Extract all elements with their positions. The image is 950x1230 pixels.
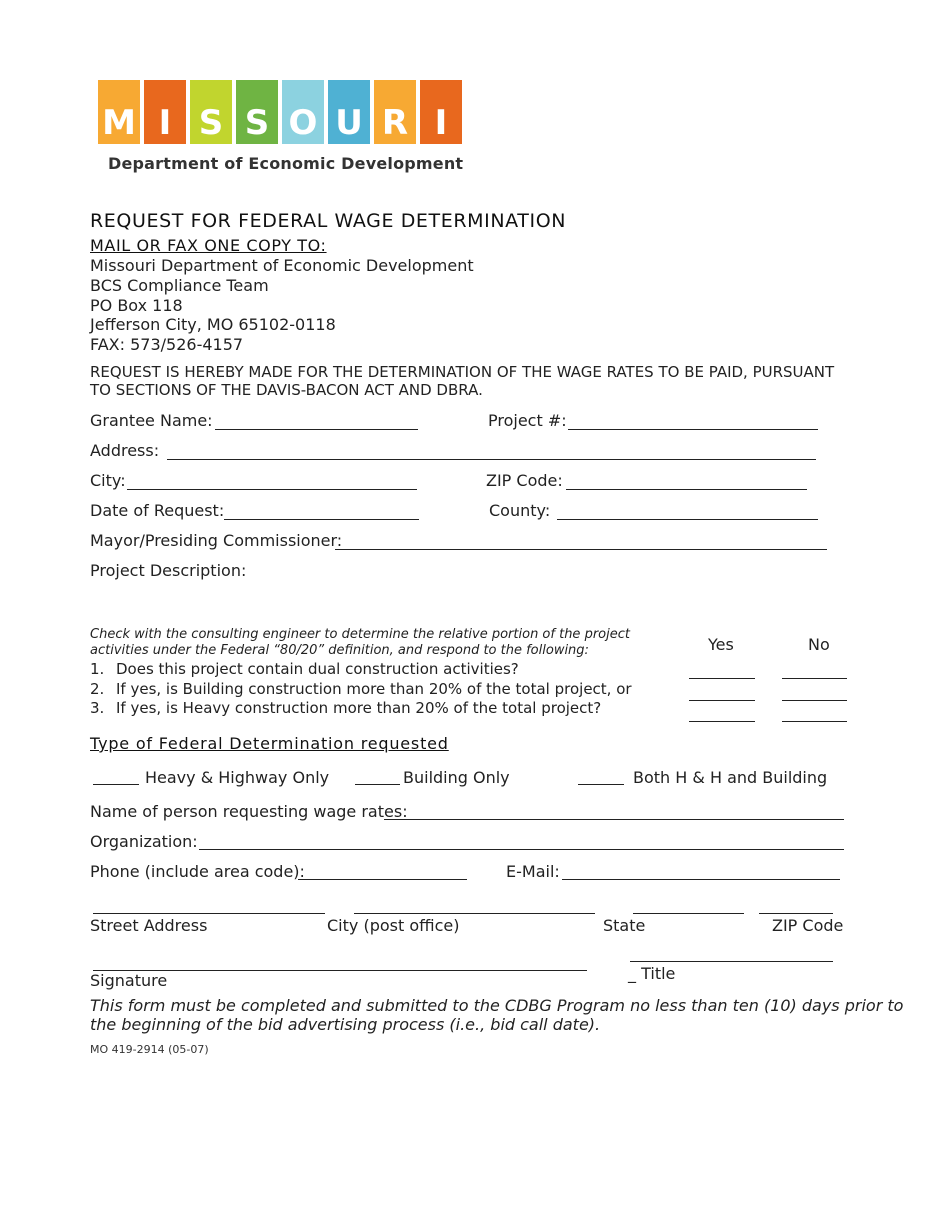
form-number: MO 419-2914 (05-07) [90,1043,209,1056]
phone-input[interactable] [298,879,467,880]
address-line-3: PO Box 118 [90,296,183,315]
state-label: State [603,916,646,935]
check-note-line-1: Check with the consulting engineer to determine the relative portion of the project [90,627,630,642]
heavy-highway-checkline[interactable] [93,784,139,785]
footer-note-line-2: the beginning of the bid advertising process (i.e., bid call date). [90,1015,601,1034]
county-label: County: [489,501,551,520]
question-2-text: If yes, is Building construction more than 20% of the total project, or [116,680,632,698]
question-1-text: Does this project contain dual construction activities? [116,660,519,678]
grantee-name-label: Grantee Name: [90,411,213,430]
logo-tile-5: O [282,80,324,144]
date-of-request-input[interactable] [224,519,419,520]
requester-name-input[interactable] [384,819,844,820]
request-statement-line-1: REQUEST IS HEREBY MADE FOR THE DETERMINATION OF THE WAGE RATES TO BE PAID, PURSUANT [90,363,835,381]
organization-label: Organization: [90,832,198,851]
zip-code-bottom-input[interactable] [759,913,833,914]
mail-heading: MAIL OR FAX ONE COPY TO: [90,236,327,255]
county-input[interactable] [557,519,818,520]
no-column-label: No [808,635,830,654]
heavy-highway-option: Heavy & Highway Only [145,768,330,787]
address-line-5: FAX: 573/526-4157 [90,335,244,354]
organization-input[interactable] [199,849,844,850]
zip-code-input[interactable] [566,489,807,490]
logo-tile-3: S [190,80,232,144]
building-only-option: Building Only [403,768,510,787]
signature-label: Signature [90,971,168,990]
question-1-yes-input[interactable] [689,678,755,679]
form-title: REQUEST FOR FEDERAL WAGE DETERMINATION [90,210,567,232]
logo-tile-2: I [144,80,186,144]
question-2-yes-input[interactable] [689,700,755,701]
both-option-checkline[interactable] [578,784,624,785]
question-3-yes-input[interactable] [689,721,755,722]
missouri-logo [90,78,470,190]
logo-tile-8: I [420,80,462,144]
question-1-number: 1. [90,660,105,678]
question-2-no-input[interactable] [782,700,847,701]
address-input[interactable] [167,459,816,460]
address-line-4: Jefferson City, MO 65102-0118 [90,315,336,334]
zip-code-label: ZIP Code: [486,471,563,490]
date-of-request-label: Date of Request: [90,501,225,520]
street-address-input[interactable] [93,913,325,914]
logo-tile-6: U [328,80,370,144]
check-note-line-2: activities under the Federal “80/20” definition, and respond to the following: [90,643,589,658]
address-label: Address: [90,441,160,460]
city-post-office-label: City (post office) [327,916,460,935]
project-number-label: Project #: [488,411,567,430]
email-input[interactable] [562,879,840,880]
logo-department-text: Department of Economic Development [108,154,464,173]
yes-column-label: Yes [708,635,734,654]
state-input[interactable] [633,913,744,914]
street-address-label: Street Address [90,916,208,935]
address-line-2: BCS Compliance Team [90,276,269,295]
question-3-number: 3. [90,699,105,717]
request-statement-line-2: TO SECTIONS OF THE DAVIS-BACON ACT AND DBRA. [90,381,483,399]
determination-type-heading: Type of Federal Determination requested [90,734,449,753]
both-option: Both H & H and Building [633,768,828,787]
logo-tile-1: M [98,80,140,144]
question-1-no-input[interactable] [782,678,847,679]
city-label: City: [90,471,126,490]
question-3-text: If yes, is Heavy construction more than 20% of the total project? [116,699,602,717]
email-label: E-Mail: [506,862,560,881]
question-3-no-input[interactable] [782,721,847,722]
title-label: _ Title [628,964,676,983]
city-post-office-input[interactable] [354,913,595,914]
question-2-number: 2. [90,680,105,698]
grantee-name-input[interactable] [215,429,418,430]
title-input[interactable] [630,961,833,962]
address-line-1: Missouri Department of Economic Development [90,256,474,275]
project-description-label: Project Description: [90,561,247,580]
building-only-checkline[interactable] [355,784,400,785]
mayor-label: Mayor/Presiding Commissioner: [90,531,343,550]
logo-tile-7: R [374,80,416,144]
requester-name-label: Name of person requesting wage rates: [90,802,408,821]
footer-note-line-1: This form must be completed and submitted to the CDBG Program no less than ten (10) days prior to [90,996,904,1015]
mayor-input[interactable] [335,549,827,550]
phone-label: Phone (include area code): [90,862,305,881]
project-number-input[interactable] [568,429,818,430]
logo-tile-4: S [236,80,278,144]
zip-code-bottom-label: ZIP Code [772,916,844,935]
city-input[interactable] [127,489,417,490]
